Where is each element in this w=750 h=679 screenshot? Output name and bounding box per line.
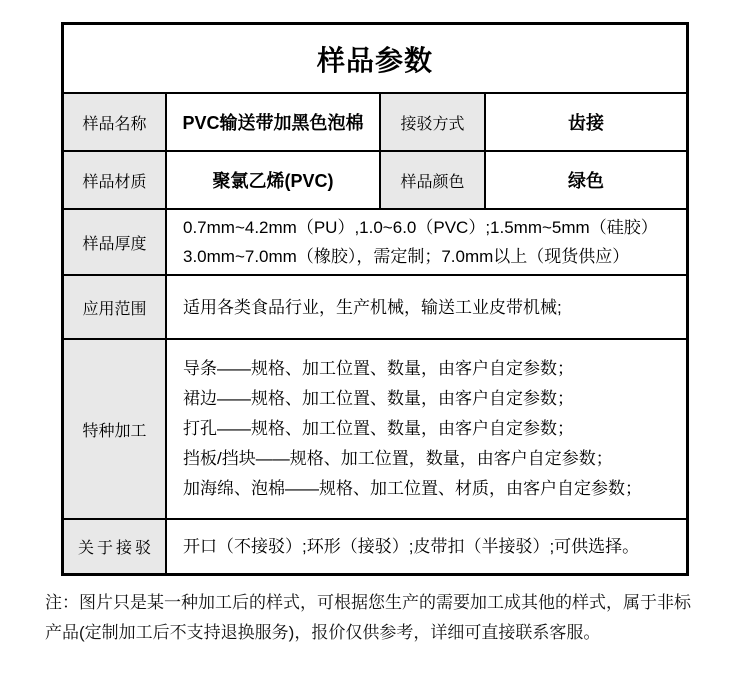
- label-joint-method: 接驳方式: [379, 94, 484, 150]
- value-thickness: [165, 210, 686, 274]
- application-line-1: 适用各类食品行业，生产机械，输送工业皮带机械;: [183, 297, 562, 317]
- value-special-processing: [165, 340, 686, 518]
- footnote-line-1: 注：图片只是某一种加工后的样式，可根据您生产的需要加工成其他的样式，属于非标: [45, 593, 691, 612]
- label-sample-material: 样品材质: [64, 152, 165, 208]
- label-thickness: 样品厚度: [64, 210, 165, 274]
- row-sample-material: [64, 150, 686, 208]
- row-about-joint: [64, 518, 686, 573]
- spec-table: [61, 22, 689, 576]
- value-about-joint: [165, 520, 686, 573]
- value-sample-material: 聚氯乙烯(PVC): [165, 152, 379, 208]
- value-sample-color: 绿色: [484, 152, 686, 208]
- label-sample-color: 样品颜色: [379, 152, 484, 208]
- special-processing-line-1: 导条——规格、加工位置、数量，由客户自定参数；: [183, 359, 574, 378]
- special-processing-line-5: 加海绵、泡棉——规格、加工位置、材质，由客户自定参数；: [183, 479, 642, 498]
- label-special-processing: 特种加工: [64, 340, 165, 518]
- value-application: [165, 276, 686, 338]
- about-joint-line-1: 开口（不接驳）;环形（接驳）;皮带扣（半接驳）;可供选择。: [183, 537, 640, 556]
- title-row: [64, 25, 686, 92]
- label-application: 应用范围: [64, 276, 165, 338]
- footnote-line-2: 产品(定制加工后不支持退换服务)，报价仅供参考，详细可直接联系客服。: [45, 623, 601, 642]
- row-thickness: [64, 208, 686, 274]
- thickness-line-2: 3.0mm~7.0mm（橡胶），需定制；7.0mm以上（现货供应）: [183, 247, 630, 266]
- row-special-processing: [64, 338, 686, 518]
- special-processing-line-2: 裙边——规格、加工位置、数量，由客户自定参数；: [183, 389, 574, 408]
- row-application: [64, 274, 686, 338]
- special-processing-line-4: 挡板/挡块——规格、加工位置，数量，由客户自定参数；: [183, 449, 613, 468]
- special-processing-line-3: 打孔——规格、加工位置、数量，由客户自定参数；: [183, 419, 574, 438]
- label-sample-name: 样品名称: [64, 94, 165, 150]
- value-sample-name: PVC输送带加黑色泡棉: [165, 94, 379, 150]
- value-joint-method: 齿接: [484, 94, 686, 150]
- row-sample-name: [64, 92, 686, 150]
- footnote: [45, 588, 713, 648]
- table-title: 样品参数: [316, 44, 433, 76]
- label-about-joint: 关于接驳: [64, 520, 165, 573]
- thickness-line-1: 0.7mm~4.2mm（PU）,1.0~6.0（PVC）;1.5mm~5mm（硅胶）: [183, 218, 658, 237]
